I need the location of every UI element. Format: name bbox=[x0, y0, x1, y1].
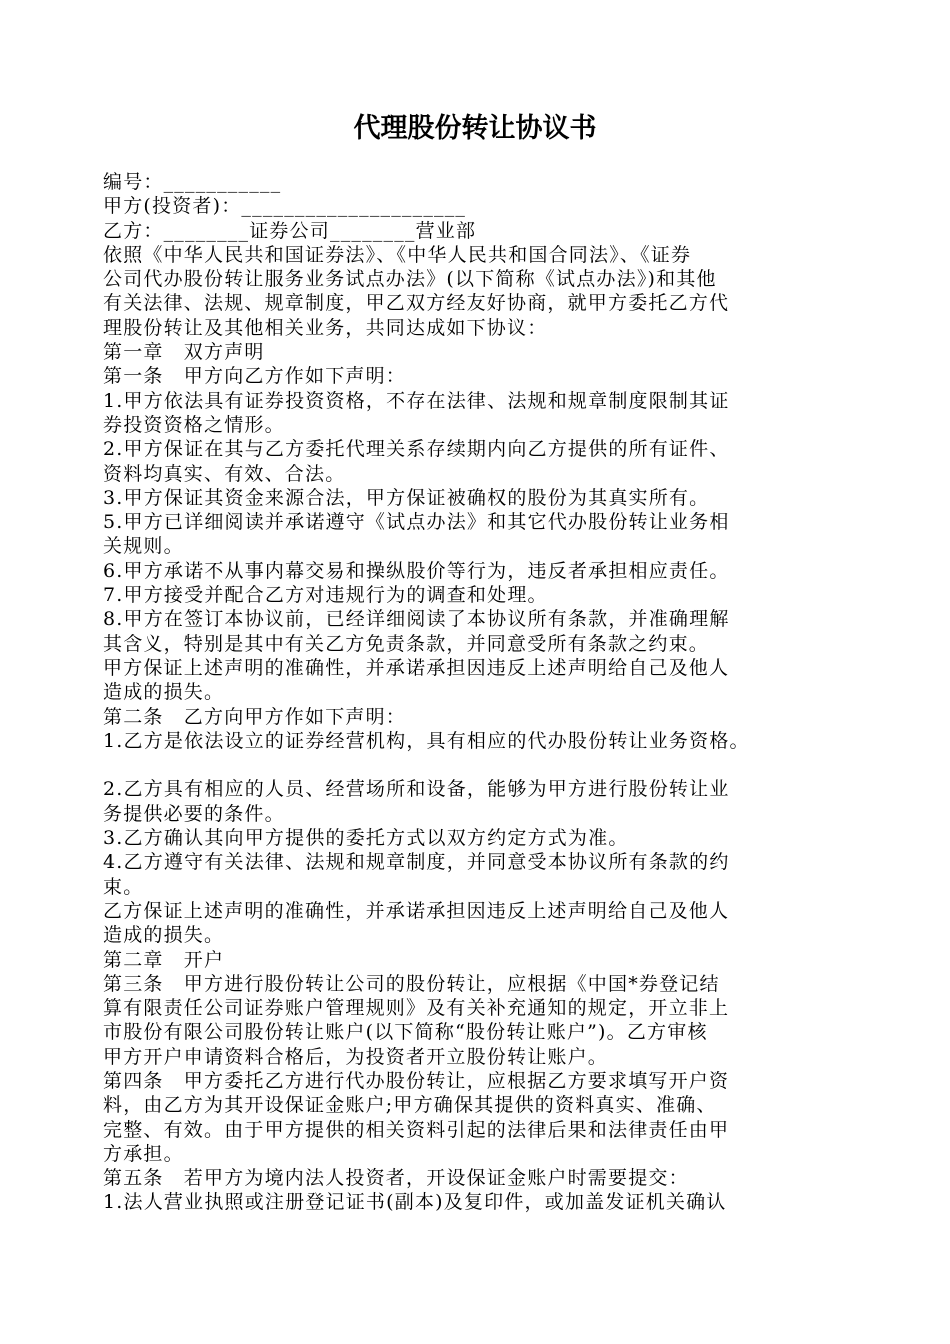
document-line: 料，由乙方为其开设保证金账户;甲方确保其提供的资料真实、准确、 bbox=[103, 1094, 717, 1117]
document-line: 务提供必要的条件。 bbox=[103, 802, 285, 825]
document-line: 资料均真实、有效、合法。 bbox=[103, 462, 346, 485]
document-line: 8.甲方在签订本协议前，已经详细阅读了本协议所有条款，并准确理解 bbox=[103, 608, 730, 631]
document-line: 4.乙方遵守有关法律、法规和规章制度，并同意受本协议所有条款的约 bbox=[103, 851, 730, 874]
document-line: 有关法律、法规、规章制度，甲乙双方经友好协商，就甲方委托乙方代 bbox=[103, 292, 730, 315]
document-line: 3.甲方保证其资金来源合法，甲方保证被确权的股份为其真实所有。 bbox=[103, 486, 710, 509]
document-line: 算有限责任公司证券账户管理规则》及有关补充通知的规定，开立非上 bbox=[103, 997, 730, 1020]
blank-line bbox=[103, 753, 873, 777]
document-line: 2.甲方保证在其与乙方委托代理关系存续期内向乙方提供的所有证件、 bbox=[103, 438, 730, 461]
document-line: 其含义，特别是其中有关乙方免责条款，并同意受所有条款之约束。 bbox=[103, 632, 710, 655]
document-line: 甲方开户申请资料合格后，为投资者开立股份转让账户。 bbox=[103, 1045, 609, 1068]
document-line: 乙方：________证券公司________营业部 bbox=[103, 219, 477, 242]
document-body bbox=[103, 170, 873, 1215]
document-line: 券投资资格之情形。 bbox=[103, 413, 285, 436]
document-line: 第四条 甲方委托乙方进行代办股份转让，应根据乙方要求填写开户资 bbox=[103, 1069, 730, 1092]
document-line: 第五条 若甲方为境内法人投资者，开设保证金账户时需要提交： bbox=[103, 1167, 689, 1190]
document-line: 理股份转让及其他相关业务，共同达成如下协议： bbox=[103, 316, 548, 339]
document-line: 1.乙方是依法设立的证券经营机构，具有相应的代办股份转让业务资格。 bbox=[103, 729, 750, 752]
document-line: 第三条 甲方进行股份转让公司的股份转让，应根据《中国*券登记结 bbox=[103, 972, 720, 995]
document-line: 编号：___________ bbox=[103, 171, 282, 193]
document-line: 第一条 甲方向乙方作如下声明： bbox=[103, 365, 407, 388]
document-line: 造成的损失。 bbox=[103, 681, 225, 704]
document-line: 甲方保证上述声明的准确性，并承诺承担因违反上述声明给自己及他人 bbox=[103, 656, 730, 679]
document-line: 第二章 开户 bbox=[103, 948, 225, 971]
document-title: 代理股份转让协议书 bbox=[353, 113, 597, 144]
document-line: 依照《中华人民共和国证券法》、《中华人民共和国合同法》、《证券 bbox=[103, 243, 692, 266]
document-line: 6.甲方承诺不从事内幕交易和操纵股价等行为，违反者承担相应责任。 bbox=[103, 559, 730, 582]
document-line: 束。 bbox=[103, 875, 144, 898]
document-line: 第一章 双方声明 bbox=[103, 341, 265, 364]
document-line: 1.法人营业执照或注册登记证书(副本)及复印件，或加盖发证机关确认 bbox=[103, 1191, 727, 1214]
document-line: 5.甲方已详细阅读并承诺遵守《试点办法》和其它代办股份转让业务相 bbox=[103, 511, 730, 534]
document-line: 完整、有效。由于甲方提供的相关资料引起的法律后果和法律责任由甲 bbox=[103, 1118, 730, 1141]
document-line: 甲方(投资者)：_____________________ bbox=[103, 195, 467, 218]
document-line: 关规则。 bbox=[103, 535, 184, 558]
document-line: 市股份有限公司股份转让账户(以下简称“股份转让账户”)。乙方审核 bbox=[103, 1021, 708, 1044]
document-line: 公司代办股份转让服务业务试点办法》(以下简称《试点办法》)和其他 bbox=[103, 268, 717, 291]
document-line: 造成的损失。 bbox=[103, 924, 225, 947]
document-line: 1.甲方依法具有证券投资资格，不存在法律、法规和规章制度限制其证 bbox=[103, 389, 730, 412]
document-line: 7.甲方接受并配合乙方对违规行为的调查和处理。 bbox=[103, 584, 548, 607]
document-line: 方承担。 bbox=[103, 1142, 184, 1165]
document-line: 3.乙方确认其向甲方提供的委托方式以双方约定方式为准。 bbox=[103, 827, 629, 850]
document-line: 乙方保证上述声明的准确性，并承诺承担因违反上述声明给自己及他人 bbox=[103, 899, 730, 922]
document-line: 2.乙方具有相应的人员、经营场所和设备，能够为甲方进行股份转让业 bbox=[103, 778, 730, 801]
document-line: 第二条 乙方向甲方作如下声明： bbox=[103, 705, 407, 728]
